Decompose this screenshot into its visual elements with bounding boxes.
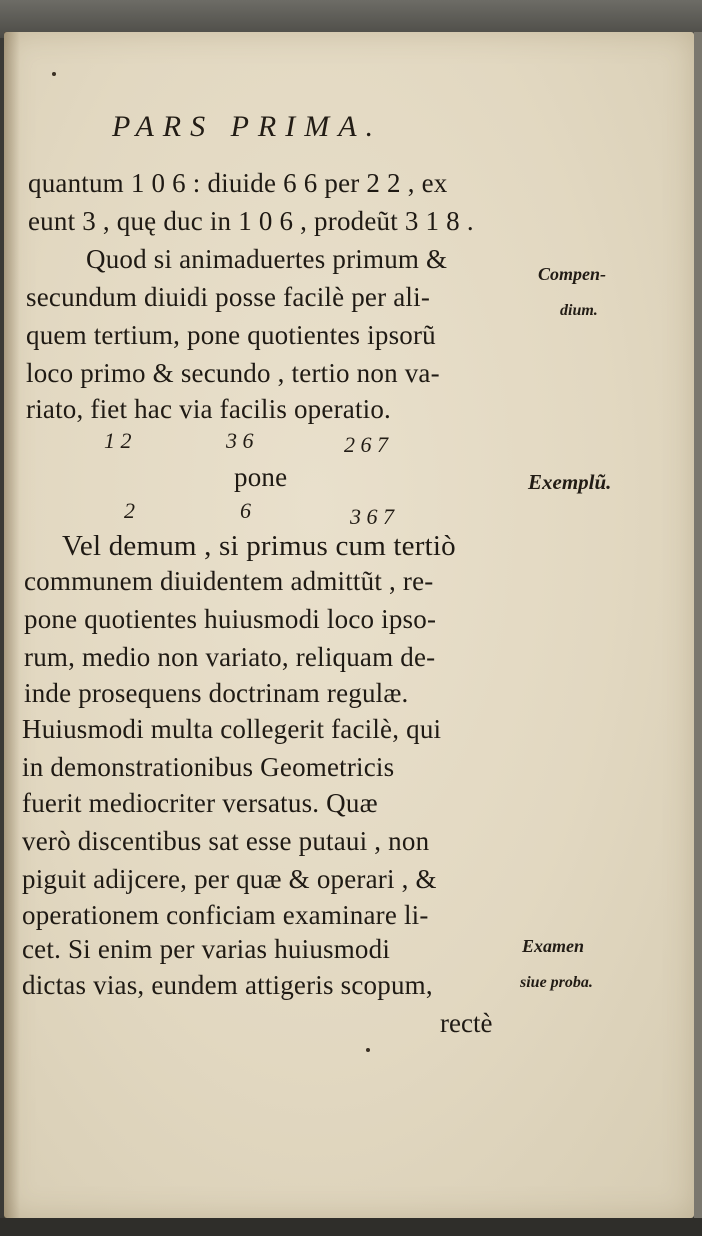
example-number: 2 6 7 — [344, 432, 388, 457]
page-right-edge — [694, 32, 702, 1218]
text-line: pone quotientes huiusmodi loco ipso- — [24, 604, 437, 634]
margin-note-examen: Examen — [522, 936, 585, 956]
book-bottom-edge — [0, 1218, 702, 1236]
margin-note-exemplum: Exemplũ. — [528, 470, 612, 494]
text-line: inde prosequens doctrinam regulæ. — [24, 678, 409, 708]
example-number: 3 6 — [226, 428, 254, 453]
example-number: 1 2 — [104, 428, 132, 453]
text-line: secundum diuidi posse facilè per ali- — [26, 282, 431, 312]
margin-note-compendium: dium. — [560, 302, 598, 319]
text-line: loco primo & secundo , tertio non va- — [26, 358, 440, 388]
text-line: Vel demum , si primus cum tertiò — [62, 530, 456, 562]
text-line: cet. Si enim per varias huiusmodi — [22, 934, 391, 964]
example-number: 6 — [240, 498, 251, 523]
margin-note-examen: siue proba. — [520, 974, 593, 991]
page-gutter-shadow — [4, 32, 20, 1218]
catchword: rectè — [440, 1008, 493, 1038]
running-head: PARS PRIMA. — [112, 110, 383, 143]
text-line: fuerit mediocriter versatus. Quæ — [22, 788, 378, 818]
text-line: eunt 3 , quę duc in 1 0 6 , prodeũt 3 1 8 . — [28, 206, 474, 236]
text-line: piguit adijcere, per quæ & operari , & — [22, 864, 437, 894]
text-line: riato, fiet hac via facilis operatio. — [26, 394, 391, 424]
text-line: Huiusmodi multa collegerit facilè, qui — [22, 714, 442, 744]
text-line: quem tertium, pone quotientes ipsorũ — [26, 320, 436, 350]
text-line: operationem conficiam examinare li- — [22, 900, 429, 930]
text-line: verò discentibus sat esse putaui , non — [22, 826, 430, 856]
text-line: Quod si animaduertes primum & — [86, 244, 448, 274]
paper-speck — [366, 1048, 370, 1052]
paper-speck — [52, 72, 56, 76]
margin-note-compendium: Compen- — [538, 264, 607, 284]
example-word: pone — [234, 462, 288, 492]
example-number: 2 — [124, 498, 135, 523]
text-line: quantum 1 0 6 : diuide 6 6 per 2 2 , ex — [28, 168, 448, 198]
text-line: in demonstrationibus Geometricis — [22, 752, 395, 782]
text-line: rum, medio non variato, reliquam de- — [24, 642, 436, 672]
example-number: 3 6 7 — [350, 504, 394, 529]
text-line: dictas vias, eundem attigeris scopum, — [22, 970, 433, 1000]
text-line: communem diuidentem admittũt , re- — [24, 566, 434, 596]
